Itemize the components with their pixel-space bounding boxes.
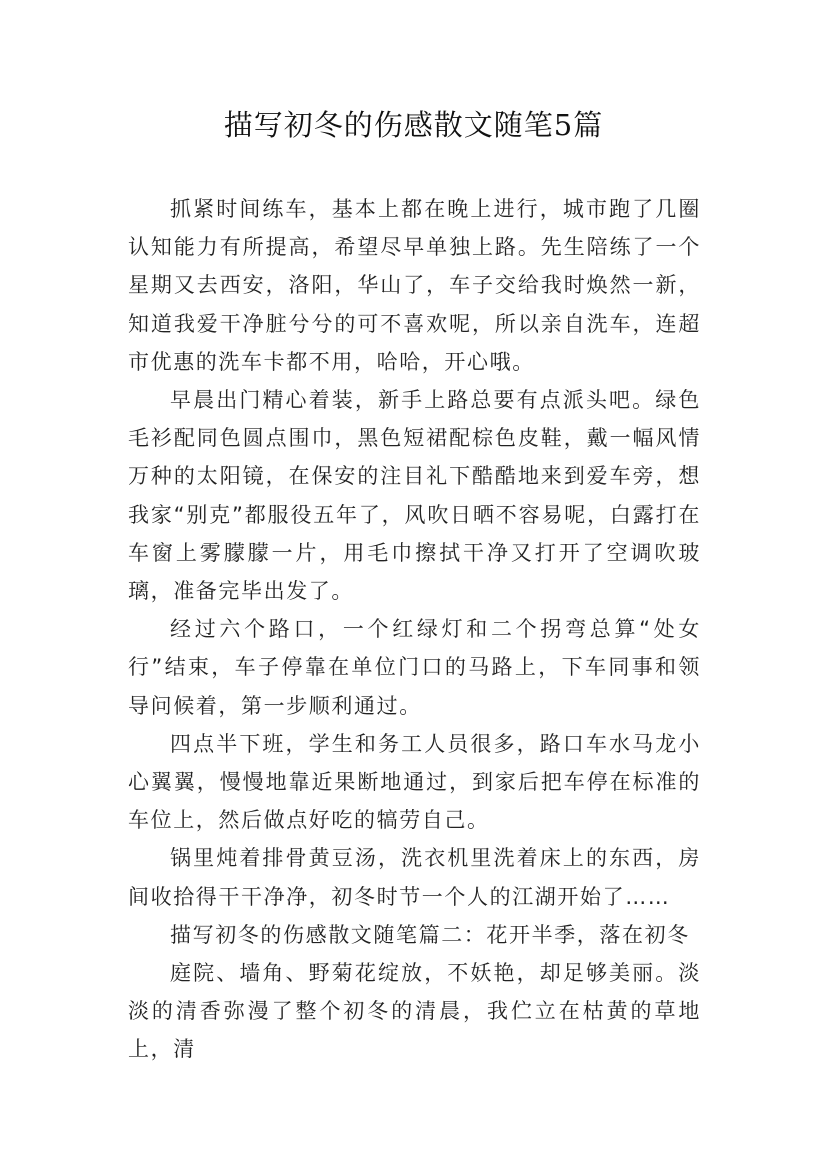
paragraph: 庭院、墙角、野菊花绽放，不妖艳，却足够美丽。淡淡的清香弥漫了整个初冬的清晨，我伫立在枯黄的草地上，清: [128, 961, 701, 1062]
paragraph: 锅里炖着排骨黄豆汤，洗衣机里洗着床上的东西，房间收拾得干干净净，初冬时节一个人的江湖开始了……: [128, 846, 701, 909]
page-title: 描写初冬的伤感散文随笔5篇: [223, 108, 604, 142]
article-body: [128, 190, 701, 1069]
paragraph: 四点半下班，学生和务工人员很多，路口车水马龙小心翼翼，慢慢地靠近果断地通过，到家后把车停在标准的车位上，然后做点好吃的犒劳自己。: [128, 731, 701, 833]
paragraph: 抓紧时间练车，基本上都在晚上进行，城市跑了几圈认知能力有所提高，希望尽早单独上路。先生陪练了一个星期又去西安，洛阳，华山了，车子交给我时焕然一新，知道我爱干净脏兮兮的可不喜欢呢，所以亲自洗车，连超市优惠的洗车卡都不用，哈哈，开心哦。: [128, 197, 701, 374]
paragraph: 早晨出门精心着装，新手上路总要有点派头吧。绿色毛衫配同色圆点围巾，黑色短裙配棕色皮鞋，戴一幅风情万种的太阳镜，在保安的注目礼下酷酷地来到爱车旁，想我家“别克”都服役五年了，风吹日晒不容易呢，白露打在车窗上雾朦朦一片，用毛巾擦拭干净又打开了空调吹玻璃，准备完毕出发了。: [128, 388, 701, 604]
section-heading: 描写初冬的伤感散文随笔篇二：花开半季，落在初冬: [170, 922, 690, 947]
paragraph: 经过六个路口，一个红绿灯和二个拐弯总算“处女行”结束，车子停靠在单位门口的马路上，下车同事和领导问候着，第一步顺利通过。: [128, 617, 701, 718]
